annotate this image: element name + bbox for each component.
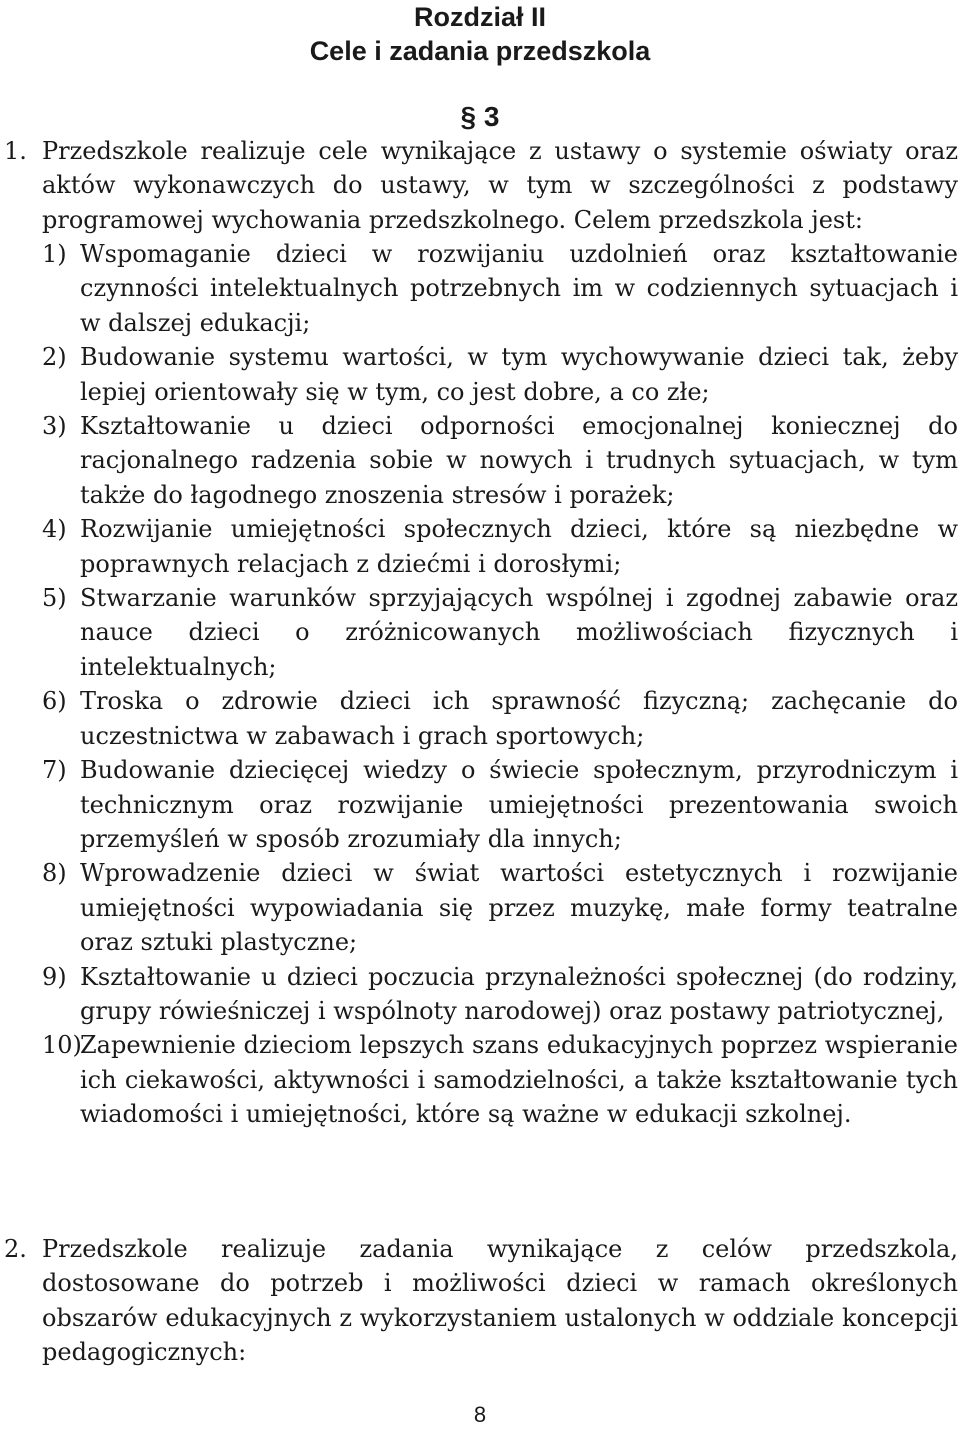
paragraph-number: 1. bbox=[4, 137, 27, 165]
list-item-number: 7) bbox=[42, 756, 67, 785]
page-number: 8 bbox=[473, 1402, 487, 1427]
list-item-number: 8) bbox=[42, 859, 67, 888]
list-item bbox=[0, 753, 960, 856]
list-item bbox=[0, 960, 960, 1029]
list-item-text: Budowanie dziecięcej wiedzy o świecie społecznym, przyrodniczym i technicznym oraz rozwijanie umiejętności prezentowania swoich przemyśleń w sposób zrozumiały dla innych; bbox=[80, 756, 958, 853]
list-item-number: 2) bbox=[42, 343, 67, 372]
list-item-text: Troska o zdrowie dzieci ich sprawność fizyczną; zachęcanie do uczestnictwa w zabawach i grach sportowych; bbox=[80, 687, 958, 750]
list-item bbox=[0, 340, 960, 409]
list-item-text: Stwarzanie warunków sprzyjających wspólnej i zgodnej zabawie oraz nauce dzieci o zróżnicowanych możliwościach fizycznych i intelektualnych; bbox=[80, 584, 958, 681]
list-item-number: 6) bbox=[42, 687, 67, 716]
list-item bbox=[0, 581, 960, 684]
list-item-text: Kształtowanie u dzieci odporności emocjonalnej koniecznej do racjonalnego radzenia sobie w nowych i trudnych sytuacjach, w tym także do łagodnego znoszenia stresów i porażek; bbox=[80, 412, 958, 509]
list-item-text: Rozwijanie umiejętności społecznych dzieci, które są niezbędne w poprawnych relacjach z dziećmi i dorosłymi; bbox=[80, 515, 958, 578]
paragraph-text: Przedszkole realizuje zadania wynikające z celów przedszkola, dostosowane do potrzeb i możliwości dzieci w ramach określonych obszarów edukacyjnych z wykorzystaniem ustalonych w oddziale koncepcji pedagogicznych: bbox=[42, 1235, 958, 1367]
chapter-subtitle: Cele i zadania przedszkola bbox=[309, 36, 651, 66]
list-item-number: 1) bbox=[42, 240, 67, 268]
list-item-number: 9) bbox=[42, 962, 67, 991]
list-item-text: Wspomaganie dzieci w rozwijaniu uzdolnień oraz kształtowanie czynności intelektualnych potrzebnych im w codziennych sytuacjach i w dalszej edukacji; bbox=[80, 240, 958, 337]
list-item-text: Budowanie systemu wartości, w tym wychowywanie dzieci tak, żeby lepiej orientowały się w tym, co jest dobre, a co złe; bbox=[80, 343, 958, 406]
list-item-text: Zapewnienie dzieciom lepszych szans edukacyjnych poprzez wspieranie ich ciekawości, aktywności i samodzielności, a także kształtowanie tych wiadomości i umiejętności, które są ważne w edukacji szkolnej. bbox=[80, 1031, 958, 1129]
list-item bbox=[0, 512, 960, 581]
list-item bbox=[0, 1028, 960, 1131]
list-item-number: 3) bbox=[42, 412, 67, 441]
list-item bbox=[0, 409, 960, 512]
list-item bbox=[0, 684, 960, 753]
list-item-text: Kształtowanie u dzieci poczucia przynależności społecznej (do rodziny, grupy rówieśniczej i wspólnoty narodowej) oraz postawy patriotycznej, bbox=[80, 962, 958, 1025]
list-item bbox=[0, 237, 960, 340]
paragraph-text: Przedszkole realizuje cele wynikające z ustawy o systemie oświaty oraz aktów wykonawczych do ustawy, w tym w szczególności z podstawy programowej wychowania przedszkolnego. Celem przedszkola jest: bbox=[42, 137, 958, 234]
list-item-text: Wprowadzenie dzieci w świat wartości estetycznych i rozwijanie umiejętności wypowiadania się przez muzykę, małe formy teatralne oraz sztuki plastyczne; bbox=[80, 859, 958, 957]
list-item-number: 4) bbox=[42, 515, 67, 544]
section-mark: § 3 bbox=[460, 101, 500, 132]
list-item bbox=[0, 856, 960, 959]
list-item-number: 10) bbox=[42, 1031, 82, 1060]
goals-list bbox=[0, 237, 960, 1132]
chapter-title: Rozdział II bbox=[413, 2, 546, 32]
paragraph-number: 2. bbox=[4, 1235, 27, 1263]
list-item-number: 5) bbox=[42, 584, 67, 613]
